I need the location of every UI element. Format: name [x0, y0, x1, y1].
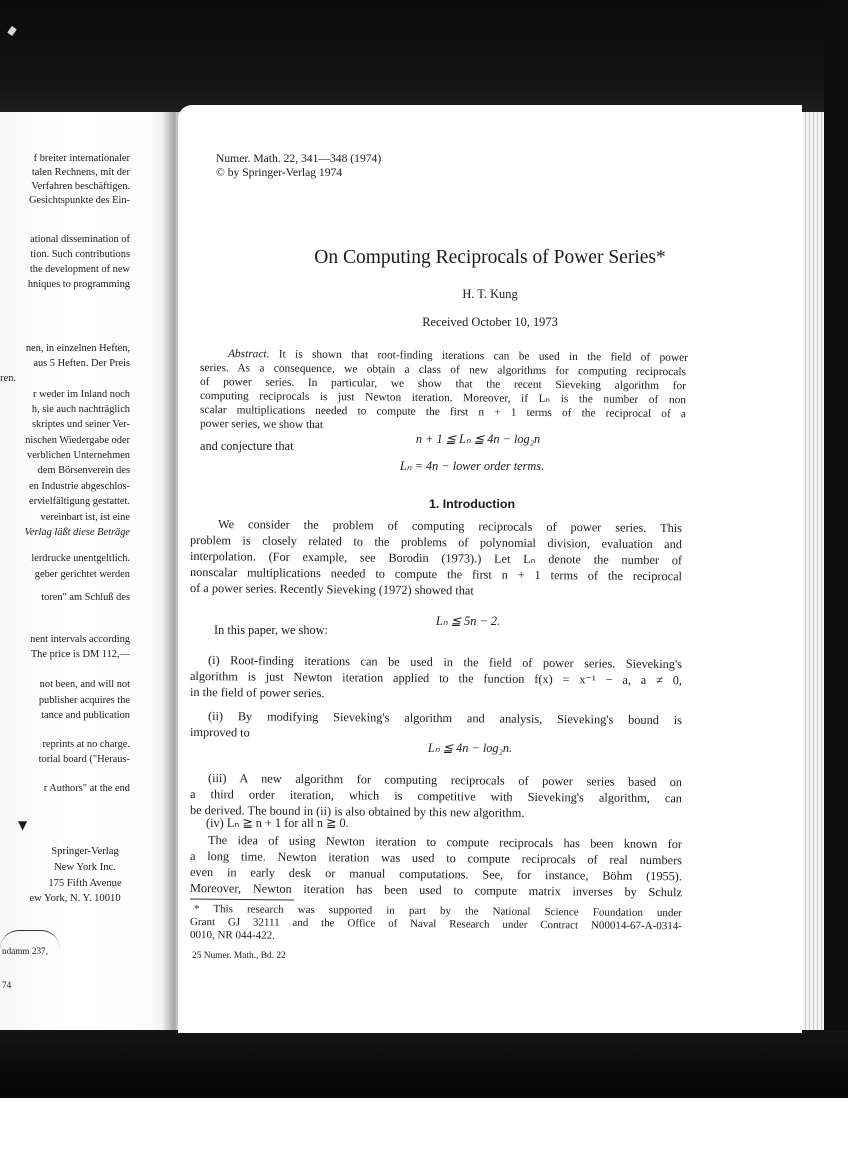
left-line: the development of new [29, 264, 130, 275]
paragraph-line: even in early desk or manual computations. See, for instance, Böhm (1955). [189, 865, 683, 884]
left-line: verblichen Unternehmen [27, 450, 130, 461]
left-line: en Industrie abgeschlos- [29, 481, 130, 492]
equation-conjecture: Lₙ = 4n − lower order terms. [399, 459, 545, 473]
left-line: aus 5 Heften. Der Preis [33, 358, 130, 369]
left-line: Verlag läßt diese Beträge [24, 527, 130, 538]
item-line: (ii) By modifying Sieveking's algorithm and analysis, Sieveking's bound is [207, 709, 683, 728]
item-line: (iii) A new algorithm for computing reciprocals of power series based on [207, 771, 683, 790]
article-page [178, 105, 802, 1033]
left-line: r weder im Inland noch [33, 389, 130, 400]
left-line: h, sie auch nachträglich [31, 404, 130, 415]
left-line: hniques to programming [27, 279, 130, 290]
left-line: nent intervals according [30, 634, 130, 645]
item-line: be derived. The bound in (ii) is also obtained by this new algorithm. [189, 803, 525, 820]
item-line: a third order iteration, which is competitive with Sieveking's algorithm, can [189, 787, 683, 806]
left-line: geber gerichtet werden [34, 569, 130, 580]
publisher-line: ew York, N. Y. 10010 [29, 893, 121, 904]
left-footer-line: 74 [2, 980, 12, 990]
received-date: Received October 10, 1973 [422, 315, 558, 329]
copyright-line: © by Springer-Verlag 1974 [216, 166, 343, 179]
footnote-line: * This research was supported in part by the National Science Foundation under [193, 903, 683, 920]
publisher-line: New York Inc. [54, 862, 116, 873]
paragraph-line: Moreover, Newton iteration has been used to compute matrix inverses by Schulz [189, 881, 683, 900]
left-line: Verfahren beschäftigen. [31, 181, 130, 192]
scan-background-top [0, 0, 848, 112]
abstract-line: computing reciprocals is just Newton iteration. Moreover, if Lₙ is the number of non [199, 390, 687, 407]
page-footer: 25 Numer. Math., Bd. 22 [192, 951, 286, 961]
author-name: H. T. Kung [462, 287, 518, 301]
left-page [0, 112, 176, 1030]
article-title: On Computing Reciprocals of Power Series* [314, 247, 666, 268]
item-line: (iv) Lₙ ≧ n + 1 for all n ≧ 0. [206, 816, 349, 830]
paragraph-line: interpolation. (For example, see Borodin (1973).) Let Lₙ denote the number of [189, 549, 683, 568]
paragraph-line: The idea of using Newton iteration to compute reciprocals has been known for [207, 833, 683, 852]
left-line: tion. Such contributions [30, 249, 130, 260]
abstract-line: scalar multiplications needed to compute the first n + 1 terms of the reciprocal of a [199, 404, 687, 421]
abstract-line: power series, we show that [199, 418, 324, 432]
abstract-line: series. As a consequence, we obtain a class of new algorithms for computing reciprocals [199, 362, 687, 379]
left-line: skriptes und seiner Ver- [32, 419, 130, 430]
left-line: torial board ("Heraus- [38, 754, 130, 765]
item-line: (i) Root-finding iterations can be used in the field of power series. Sieveking's [207, 653, 683, 672]
paragraph-line: of a power series. Recently Sieveking (1972) showed that [189, 581, 474, 598]
abstract-line: Abstract. It is shown that root-finding iterations can be used in the field of power [227, 348, 689, 365]
equation-bounds: n + 1 ≦ Lₙ ≦ 4n − log₂n [415, 432, 541, 446]
paragraph-line: a long time. Newton iteration was used to compute reciprocals of real numbers [189, 849, 683, 868]
left-line: ervielfältigung gestattet. [29, 496, 130, 507]
conjecture-text: and conjecture that [200, 439, 294, 453]
left-line: reprints at no charge. [42, 739, 130, 750]
equation-sieveking-bound: Lₙ ≦ 5n − 2. [435, 614, 501, 628]
journal-reference: Numer. Math. 22, 341—348 (1974) [216, 152, 382, 165]
left-line: f breiter internationaler [33, 153, 130, 164]
left-line: vereinbart ist, ist eine [40, 512, 130, 523]
item-line: in the field of power series. [189, 685, 325, 701]
scan-margin-bottom [0, 1098, 848, 1170]
left-line: ational dissemination of [30, 234, 130, 245]
left-footer-line: ndamm 237, [2, 946, 48, 956]
item-line: algorithm is just Newton iteration applied to the function f(x) = x⁻¹ − a, a ≠ 0, [189, 669, 683, 688]
paragraph-line: We consider the problem of computing reciprocals of power series. This [217, 517, 683, 536]
left-line: lerdrucke unentgeltlich. [31, 553, 130, 564]
footnote-line: 0010, NR 044-422. [189, 929, 276, 942]
paragraph-line: problem is closely related to the problems of polynomial division, evaluation and [189, 533, 683, 552]
publisher-name: Springer-Verlag [51, 846, 119, 857]
abstract-label: Abstract. [227, 348, 270, 361]
left-line: Gesichtspunkte des Ein- [29, 195, 130, 206]
publisher-logo-icon: ▼ [18, 818, 28, 832]
left-line: r Authors" at the end [43, 783, 130, 794]
paragraph-line: nonscalar multiplications needed to compute the first n + 1 terms of the reciprocal [189, 565, 683, 584]
publisher-line: 175 Fifth Avenue [48, 878, 122, 889]
left-line: not been, and will not [39, 679, 130, 690]
scan-background-bottom [0, 1030, 848, 1098]
left-line: ren. [0, 373, 16, 384]
section-heading: 1. Introduction [428, 497, 516, 511]
left-line: The price is DM 112,— [30, 649, 130, 660]
left-line: publisher acquires the [38, 695, 130, 706]
left-line: nen, in einzelnen Heften, [25, 343, 130, 354]
left-line: tance and publication [41, 710, 130, 721]
left-line: dem Börsenverein des [37, 465, 130, 476]
footnote-line: Grant GJ 32111 and the Office of Naval Research under Contract N00014-67-A-0314- [189, 916, 683, 933]
item-line: improved to [189, 725, 250, 740]
left-line: nischen Wiedergabe oder [25, 435, 130, 446]
footnote-rule [190, 899, 294, 901]
scan-background-right [824, 0, 848, 1095]
show-intro: In this paper, we show: [214, 623, 328, 637]
left-line: toren" am Schluß des [41, 592, 130, 603]
equation-improved-bound: Lₙ ≦ 4n − log₂n. [427, 741, 513, 755]
left-line: talen Rechnens, mit der [31, 167, 130, 178]
abstract-line: of power series. In particular, we show that the recent Sieveking algorithm for [199, 376, 687, 393]
